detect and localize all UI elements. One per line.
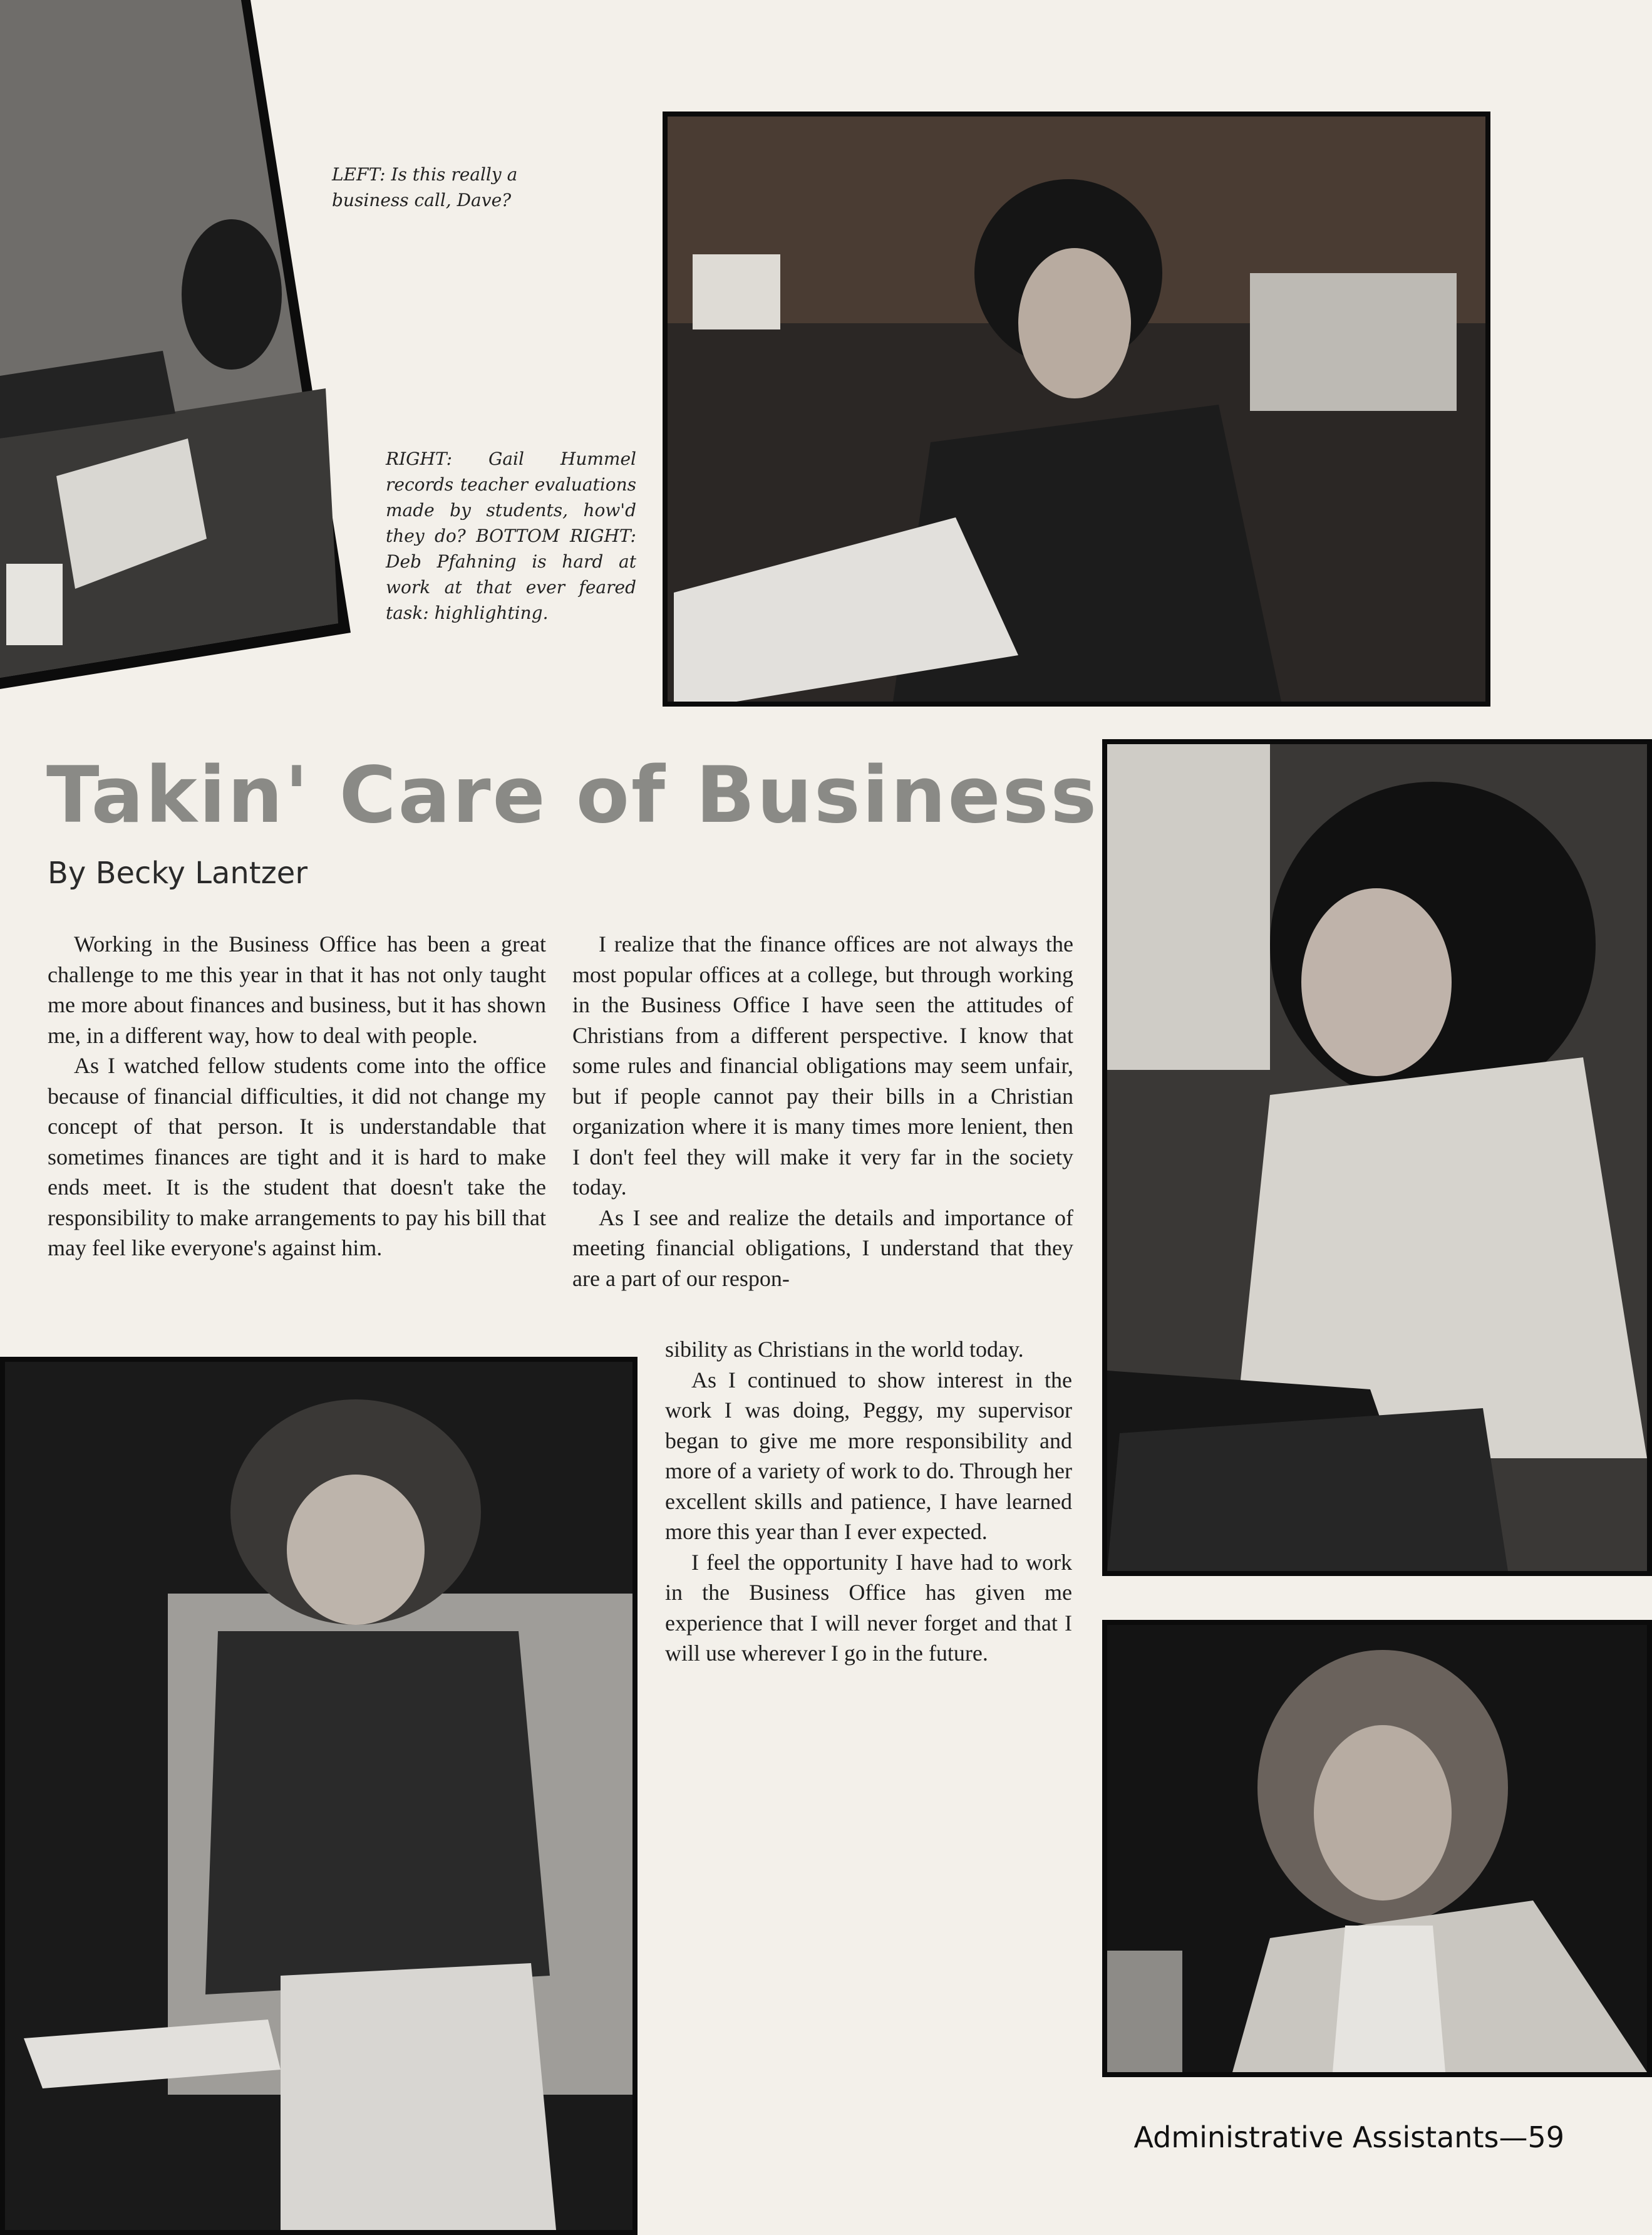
- article-column-1: [48, 929, 546, 1263]
- paragraph: As I watched fellow students come into the office because of financial difficulties, it did not change my concept of that person. It is understandable that sometimes finances are tight and it is hard to make ends meet. It is the student that doesn't take the responsibility to make arrangements to pay his bill that may feel like everyone's against him.: [48, 1053, 546, 1260]
- photo-gail-hummel: [663, 111, 1490, 707]
- paragraph: As I see and realize the details and importance of meeting financial obligations, I understand that they are a part of our respon-: [572, 1205, 1073, 1291]
- caption-left: LEFT: Is this really a business call, Dave?: [332, 164, 518, 210]
- photo-deb-pfahning-image: [1107, 1625, 1647, 2072]
- photo-business-call: [0, 0, 351, 689]
- photo-typist: [1102, 739, 1652, 1576]
- paragraph: As I continued to show interest in the work I was doing, Peggy, my supervisor began to give me more responsibility and more of a variety of work to do. Through her excellent skills and patience, I have learned more this year than I ever expected.: [665, 1367, 1072, 1544]
- article-column-2: [572, 929, 1073, 1294]
- headline: Takin' Care of Business: [46, 750, 1099, 841]
- page-footer: Administrative Assistants—59: [1133, 2120, 1564, 2154]
- photo-business-call-image: [0, 0, 351, 689]
- photo-deb-pfahning: [1102, 1620, 1652, 2077]
- photo-typist-image: [1107, 744, 1647, 1571]
- paragraph: I realize that the finance offices are not always the most popular offices at a college, but through working in the Business Office I have seen the attitudes of Christians from a different perspective. I know that some rules and financial obligations may seem unfair, but if people cannot pay their bills in a Christian organization where it is many times more lenient, then I don't feel they will make it very far in the society today.: [572, 931, 1073, 1200]
- photo-woman-with-papers-image: [5, 1362, 632, 2230]
- paragraph: sibility as Christians in the world today.: [665, 1337, 1024, 1362]
- caption-right: RIGHT: Gail Hummel records teacher evaluations made by students, how'd they do? BOTTOM RIGHT: Deb Pfahning is hard at work at that ever feared task: highlighting.: [386, 449, 636, 623]
- article-column-3: [665, 1334, 1072, 1669]
- paragraph: I feel the opportunity I have had to work in the Business Office has given me experience that I will never forget and that I will use wherever I go in the future.: [665, 1549, 1072, 1666]
- byline: By Becky Lantzer: [48, 856, 308, 891]
- photo-gail-hummel-image: [668, 117, 1485, 702]
- paragraph: Working in the Business Office has been a great challenge to me this year in that it has not only taught me more about finances and business, but it has shown me, in a different way, how to deal with people.: [48, 931, 546, 1048]
- photo-woman-with-papers: [0, 1357, 638, 2235]
